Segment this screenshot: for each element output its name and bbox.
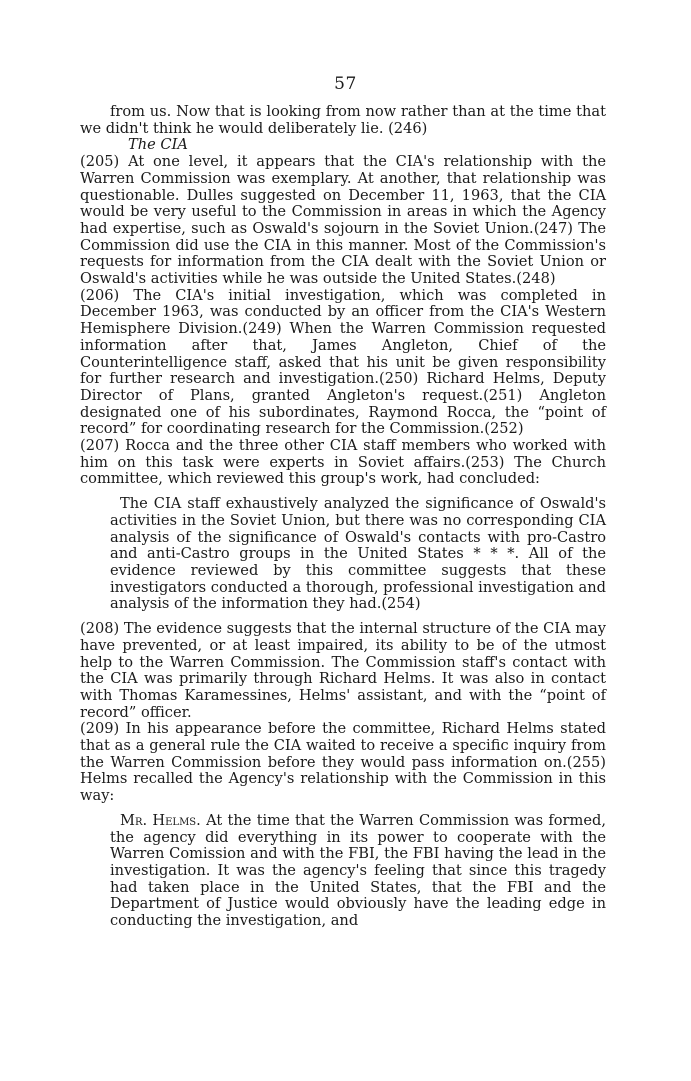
quote-text: The CIA staff exhaustively analyzed the significance of Oswald's activities in the Soviet Union, but there was no corresponding CIA analysis of the significance of Oswald's contacts with pro-Castro and anti-Castro groups in the United States * * *. All of the evidence reviewed by this committee suggests that these investigators conducted a thorough, professional investigation and analysis of the information they had.(254) (110, 495, 606, 613)
paragraph-number: (206) (80, 286, 120, 304)
paragraph-207 (80, 438, 606, 488)
quote-body: At the time that the Warren Commission was formed, the agency did everything in its power to cooperate with the Warren Comission and with the FBI, the FBI having the lead in the investigation. It was the agency's feeling that since this tragedy had taken place in the United States, that the FBI and the Department of Justice would obviously have the leading edge in conducting the investigation, and (110, 811, 606, 930)
paragraph-number: (208) (80, 620, 120, 638)
paragraph-209 (80, 721, 606, 805)
page-number: 57 (334, 74, 357, 94)
paragraph-208 (80, 621, 606, 721)
quote-speaker: Mr. Helms. (120, 811, 201, 829)
section-heading: The CIA (128, 136, 188, 154)
quote-text (110, 813, 606, 930)
paragraph-206 (80, 288, 606, 438)
paragraph-number: (205) (80, 153, 120, 171)
paragraph-text: The evidence suggests that the internal structure of the CIA may have prevented, or at least impaired, its ability to be of the utmost help to the Warren Commission. The Commission staff's contact with the CIA was primarily through Richard Helms. It was also in contact with Thomas Karamessines, Helms' assistant, and with the “point of record” officer. (80, 620, 606, 721)
body-text (80, 104, 606, 938)
paragraph-text: Rocca and the three other CIA staff members who worked with him on this task were experts in Soviet affairs.(253) The Church committee, which reviewed this group's work, had concluded: (80, 437, 606, 488)
paragraph-number: (207) (80, 437, 120, 455)
paragraph-text: In his appearance before the committee, Richard Helms stated that as a general rule the CIA waited to receive a specific inquiry from the Warren Commission before they would pass information on.(255) Helms recalled the Agency's relationship with the Commission in this way: (80, 720, 606, 805)
paragraph-text: At one level, it appears that the CIA's relationship with the Warren Commission was exemplary. At another, that relationship was questionable. Dulles suggested on December 11, 1963, that the CIA would be very useful to the Commission in areas in which the Agency had expertise, such as Oswald's sojourn in the Soviet Union.(247) The Commission did use the CIA in this manner. Most of the Commission's requests for information from the CIA dealt with the Soviet Union or Oswald's activities while he was outside the United States.(248) (80, 153, 606, 288)
paragraph-205 (80, 154, 606, 288)
paragraph-number: (209) (80, 720, 120, 738)
paragraph-continued: from us. Now that is looking from now rather than at the time that we didn't think he would deliberately lie. (246) (80, 103, 606, 137)
block-quote-helms (80, 813, 606, 930)
block-quote-church-committee (80, 496, 606, 613)
paragraph-text: The CIA's initial investigation, which was completed in December 1963, was conducted by an officer from the CIA's Western Hemisphere Division.(249) When the Warren Commission requested information after that, James Angleton, Chief of the Counterintelligence staff, asked that his unit be given responsibility for further research and investigation.(250) Richard Helms, Deputy Director of Plans, granted Angleton's request.(251) Angleton designated one of his subordinates, Raymond Rocca, the “point of record” for coordinating research for the Commission.(252) (80, 286, 606, 438)
